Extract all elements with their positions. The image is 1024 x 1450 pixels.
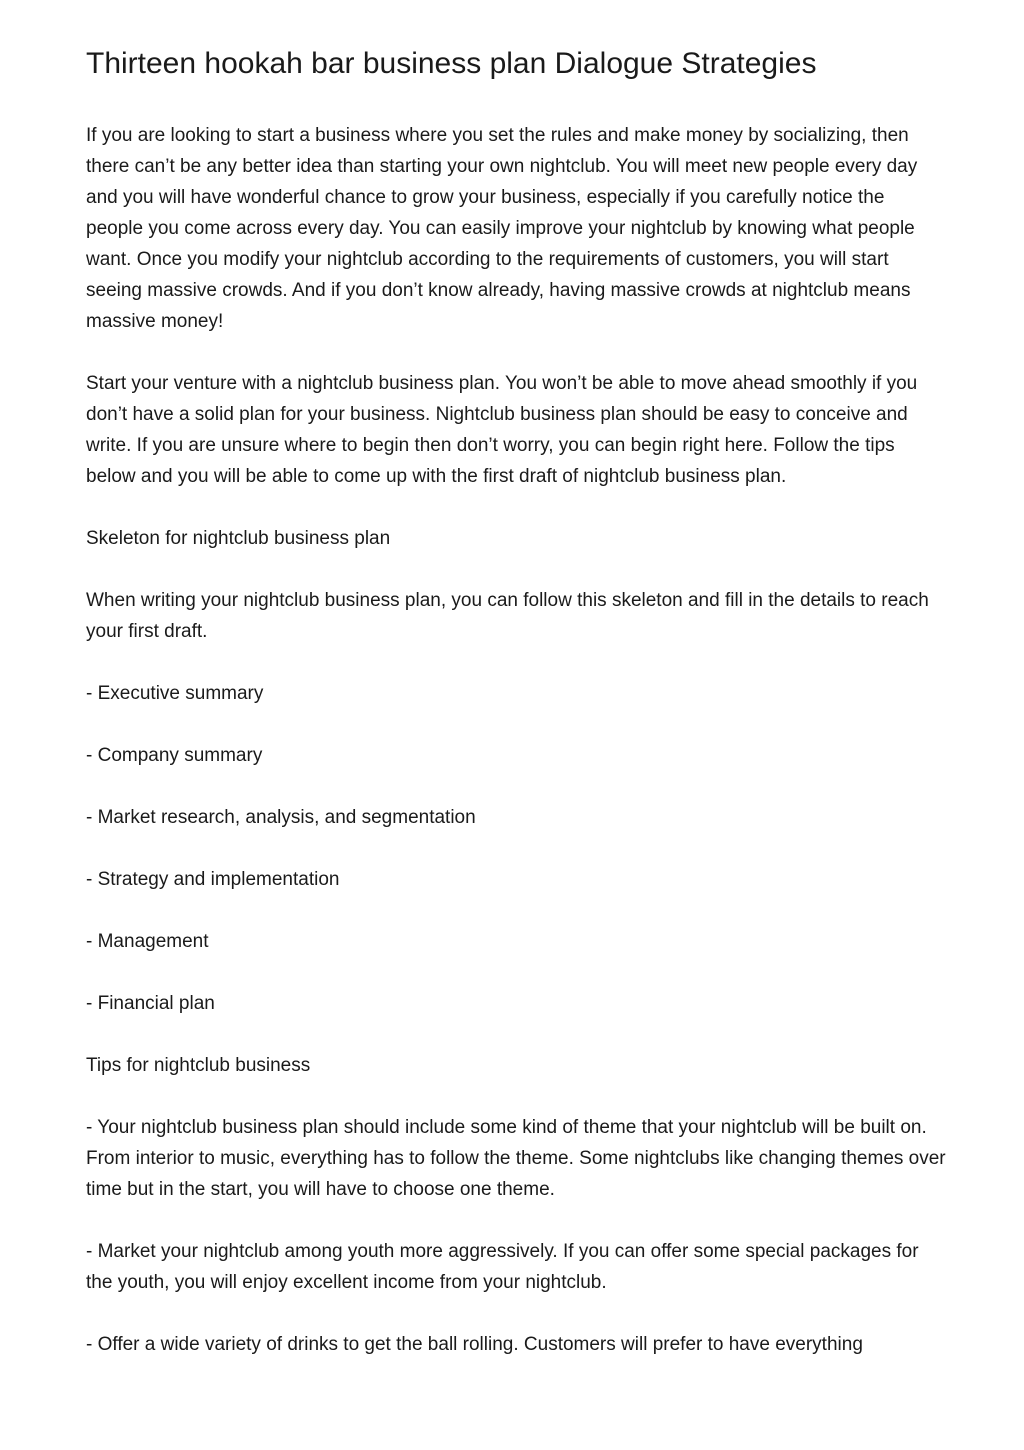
document-content (86, 44, 946, 1360)
tip-drinks-paragraph: - Offer a wide variety of drinks to get the ball rolling. Customers will prefer to have everything (86, 1334, 863, 1355)
list-item-market-research: - Market research, analysis, and segmentation (86, 807, 476, 828)
tip-theme-paragraph: - Your nightclub business plan should include some kind of theme that your nightclub will be built on. From interior to music, everything has to follow the theme. Some nightclubs like changing themes over time but in the start, you will have to choose one theme. (86, 1117, 946, 1200)
list-item-financial-plan: - Financial plan (86, 993, 215, 1014)
intro-paragraph: If you are looking to start a business where you set the rules and make money by socializing, then there can’t be any better idea than starting your own nightclub. You will meet new people every day and you will have wonderful chance to grow your business, especially if you carefully notice the people you come across every day. You can easily improve your nightclub by knowing what people want. Once you modify your nightclub according to the requirements of customers, you will start seeing massive crowds. And if you don’t know already, having massive crowds at nightclub means massive money! (86, 125, 918, 332)
tip-youth-paragraph: - Market your nightclub among youth more aggressively. If you can offer some special packages for the youth, you will enjoy excellent income from your nightclub. (86, 1241, 919, 1293)
list-item-strategy: - Strategy and implementation (86, 869, 340, 890)
skeleton-intro-paragraph: When writing your nightclub business plan, you can follow this skeleton and fill in the details to reach your first draft. (86, 590, 929, 642)
tips-heading: Tips for nightclub business (86, 1055, 311, 1076)
list-item-management: - Management (86, 931, 209, 952)
skeleton-heading: Skeleton for nightclub business plan (86, 528, 391, 549)
document-title: Thirteen hookah bar business plan Dialogue Strategies (86, 47, 817, 80)
list-item-company-summary: - Company summary (86, 745, 263, 766)
list-item-executive-summary: - Executive summary (86, 683, 264, 704)
business-plan-paragraph: Start your venture with a nightclub business plan. You won’t be able to move ahead smoothly if you don’t have a solid plan for your business. Nightclub business plan should be easy to conceive and write. If you are unsure where to begin then don’t worry, you can begin right here. Follow the tips below and you will be able to come up with the first draft of nightclub business plan. (86, 373, 918, 487)
